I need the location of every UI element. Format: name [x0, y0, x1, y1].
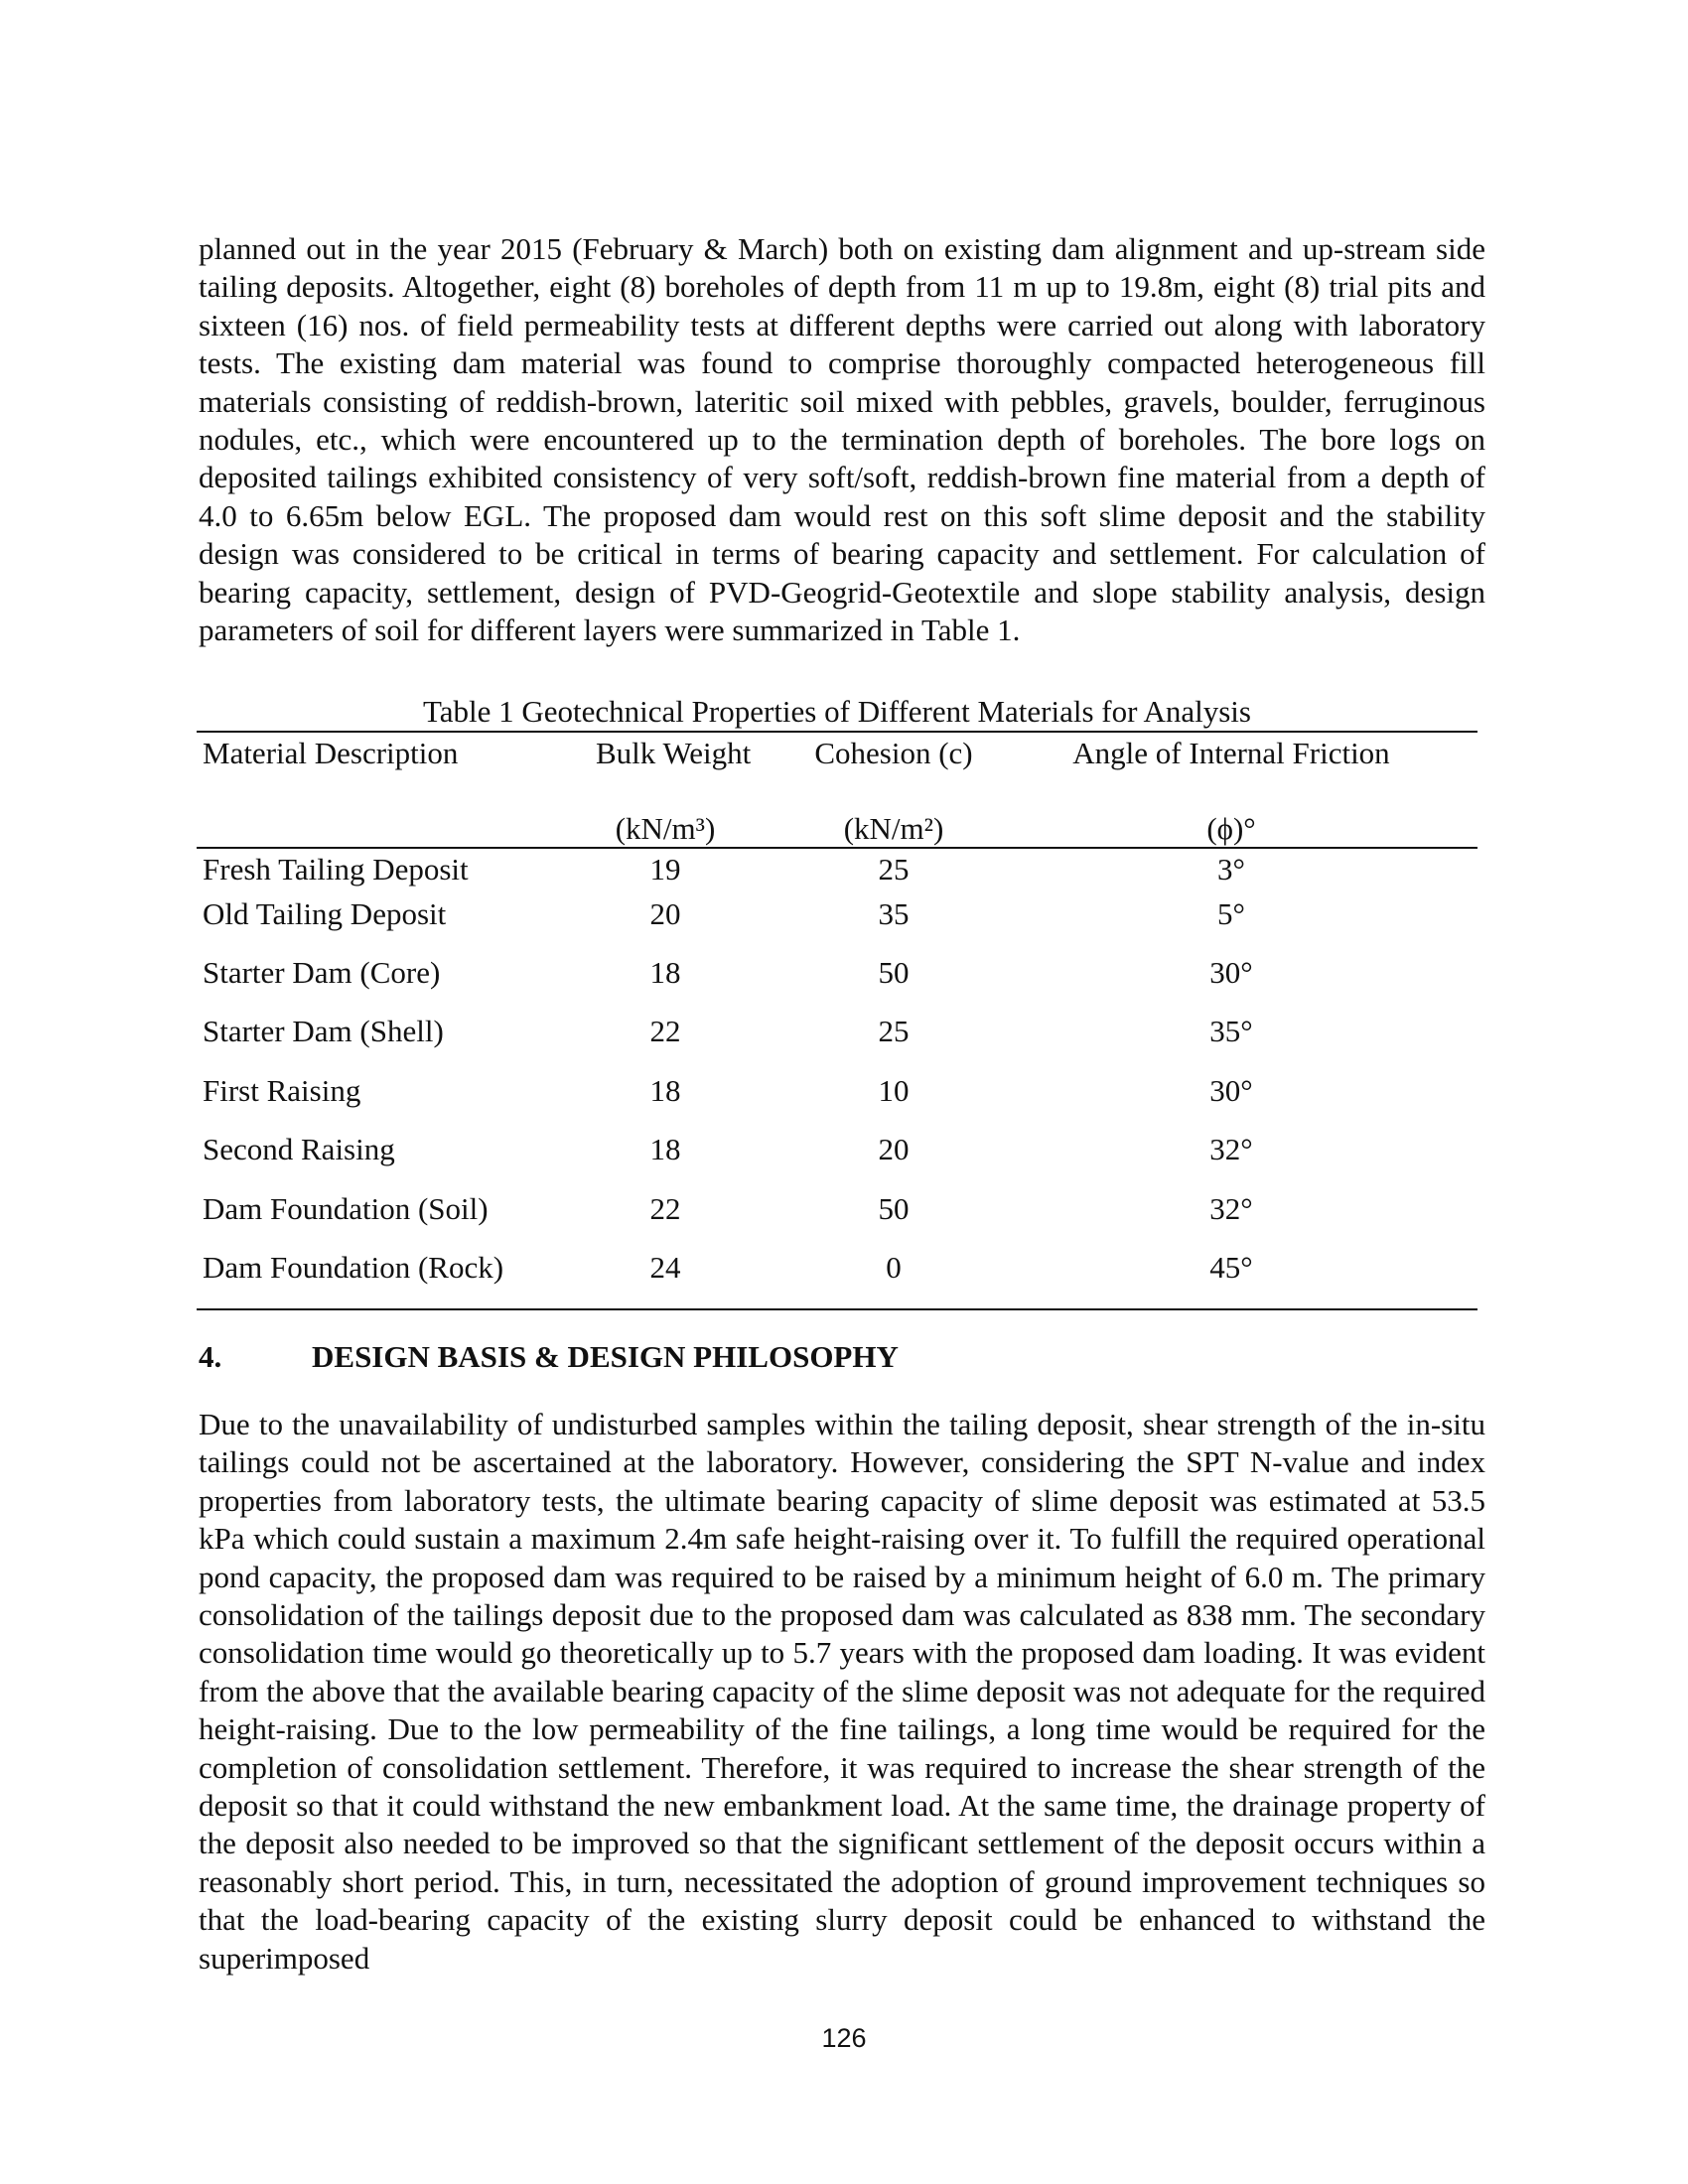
header-bulk-weight: Bulk Weight [596, 736, 752, 770]
row-friction: 35° [1209, 1014, 1253, 1048]
row-cohesion: 0 [886, 1250, 902, 1285]
row-bulk-weight: 18 [649, 955, 681, 990]
body-paragraph-design-basis: Due to the unavailability of undisturbed samples within the tailing deposit, shear strength of the in-situ tailings could not be ascertained at the laboratory. However, considering the SPT N-value and index properties from laboratory tests, the ultimate bearing capacity of slime deposit was estimated at 53.5 kPa which could sustain a maximum 2.4m safe height-raising over it. To fulfill the required operational pond capacity, the proposed dam was required to be raised by a minimum height of 6.0 m. The primary consolidation of the tailings deposit due to the proposed dam was calculated as 838 mm. The secondary consolidation time would go theoretically up to 5.7 years with the proposed dam loading. It was evident from the above that the available bearing capacity of the slime deposit was not adequate for the required height-raising. Due to the low permeability of the fine tailings, a long time would be required for the completion of consolidation settlement. Therefore, it was required to increase the shear strength of the deposit so that it could withstand the new embankment load. At the same time, the drainage property of the deposit also needed to be improved so that the significant settlement of the deposit occurs within a reasonably short period. This, in turn, necessitated the adoption of ground improvement techniques so that the load-bearing capacity of the existing slurry deposit could be enhanced to withstand the superimposed [199, 1407, 1485, 1976]
table-bottom-rule [197, 1308, 1477, 1310]
row-friction: 5° [1217, 896, 1245, 931]
unit-cohesion: (kN/m²) [843, 811, 944, 846]
row-friction: 3° [1217, 852, 1245, 887]
row-cohesion: 35 [878, 896, 910, 931]
row-friction: 32° [1209, 1191, 1253, 1226]
section-heading [199, 1338, 899, 1376]
row-cohesion: 25 [878, 1014, 910, 1048]
row-bulk-weight: 18 [649, 1132, 681, 1166]
row-cohesion: 50 [878, 955, 910, 990]
row-bulk-weight: 22 [649, 1191, 681, 1226]
row-friction: 30° [1209, 1073, 1253, 1108]
row-bulk-weight: 22 [649, 1014, 681, 1048]
table-top-rule [197, 731, 1477, 733]
row-cohesion: 20 [878, 1132, 910, 1166]
row-friction: 45° [1209, 1250, 1253, 1285]
header-material: Material Description [203, 736, 459, 770]
row-friction: 30° [1209, 955, 1253, 990]
row-friction: 32° [1209, 1132, 1253, 1166]
row-material: Second Raising [203, 1132, 395, 1166]
page-number: 126 [821, 2023, 867, 2053]
row-material: Starter Dam (Shell) [203, 1014, 444, 1048]
row-material: Dam Foundation (Soil) [203, 1191, 489, 1226]
row-bulk-weight: 24 [649, 1250, 681, 1285]
table-header-rule [197, 847, 1477, 849]
row-material: Starter Dam (Core) [203, 955, 441, 990]
section-title: DESIGN BASIS & DESIGN PHILOSOPHY [312, 1339, 899, 1374]
row-bulk-weight: 18 [649, 1073, 681, 1108]
body-paragraph-intro: planned out in the year 2015 (February & March) both on existing dam alignment and up-stream side tailing deposits. Altogether, eight (8) boreholes of depth from 11 m up to 19.8m, eight (8) trial pits and sixteen (16) nos. of field permeability tests at different depths were carried out along with laboratory tests. The existing dam material was found to comprise thoroughly compacted heterogeneous fill materials consisting of reddish-brown, lateritic soil mixed with pebbles, gravels, boulder, ferruginous nodules, etc., which were encountered up to the termination depth of boreholes. The bore logs on deposited tailings exhibited consistency of very soft/soft, reddish-brown fine material from a depth of 4.0 to 6.65m below EGL. The proposed dam would rest on this soft slime deposit and the stability design was considered to be critical in terms of bearing capacity and settlement. For calculation of bearing capacity, settlement, design of PVD-Geogrid-Geotextile and slope stability analysis, design parameters of soil for different layers were summarized in Table 1. [199, 231, 1485, 648]
row-bulk-weight: 19 [649, 852, 681, 887]
row-cohesion: 50 [878, 1191, 910, 1226]
row-bulk-weight: 20 [649, 896, 681, 931]
row-cohesion: 10 [878, 1073, 910, 1108]
row-material: First Raising [203, 1073, 361, 1108]
header-cohesion: Cohesion (c) [814, 736, 973, 770]
row-material: Fresh Tailing Deposit [203, 852, 469, 887]
row-material: Old Tailing Deposit [203, 896, 447, 931]
table-caption: Table 1 Geotechnical Properties of Different Materials for Analysis [423, 694, 1251, 729]
unit-bulk-weight: (kN/m³) [615, 811, 716, 846]
section-number: 4. [199, 1339, 222, 1374]
header-friction: Angle of Internal Friction [1072, 736, 1390, 770]
row-cohesion: 25 [878, 852, 910, 887]
unit-friction: (ϕ)° [1206, 811, 1256, 846]
row-material: Dam Foundation (Rock) [203, 1250, 504, 1285]
